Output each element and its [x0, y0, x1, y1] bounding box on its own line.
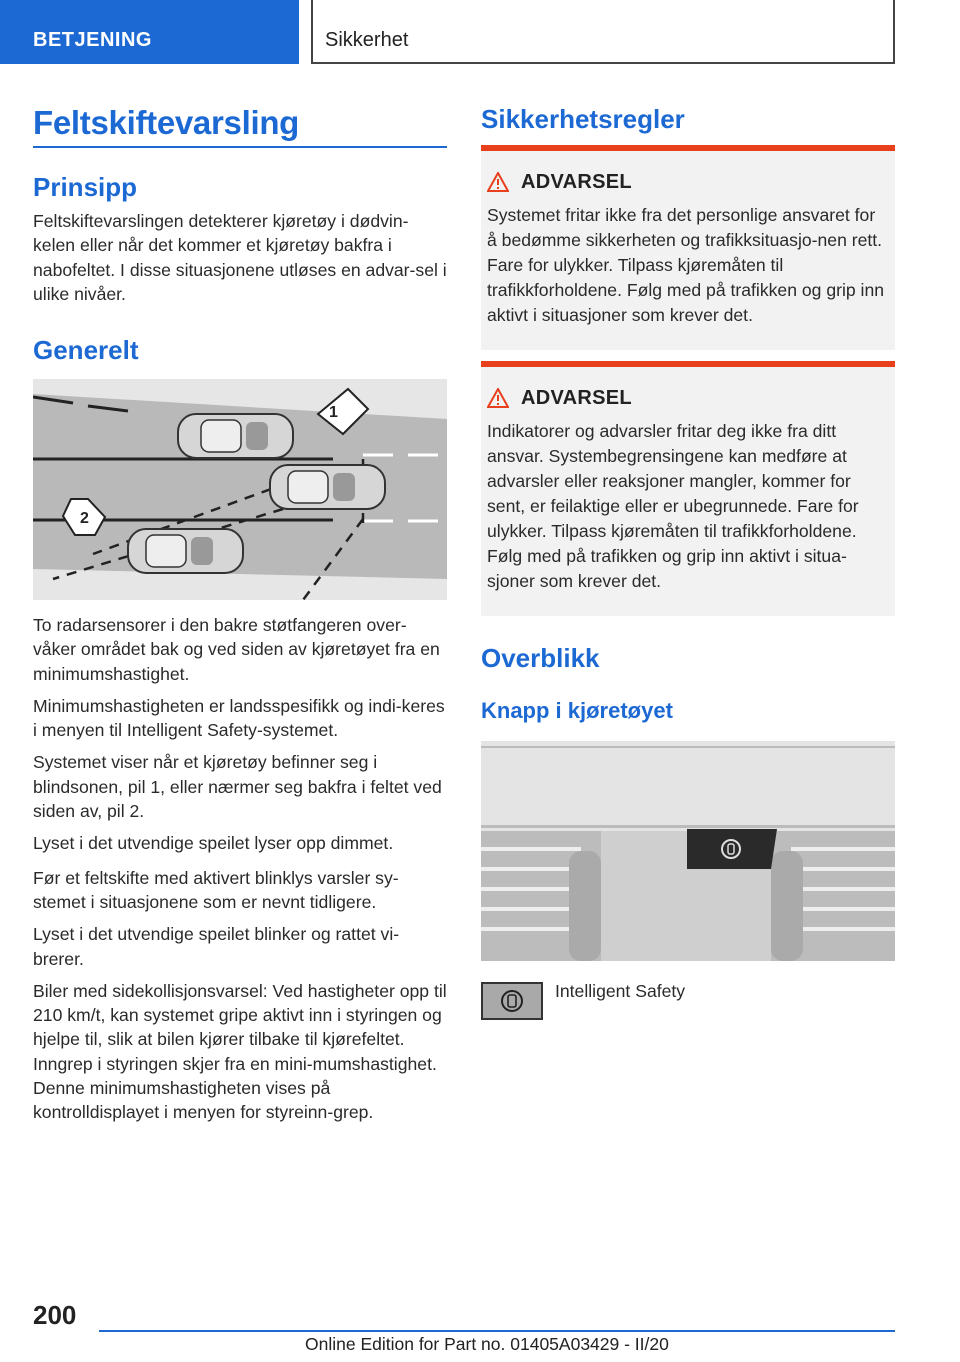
warning-triangle-icon — [487, 172, 509, 192]
heading-overview: Overblikk — [481, 643, 600, 673]
principle-paragraph: Feltskiftevarslingen detekterer kjøretøy i dødvin-kelen eller når det kommer et kjøretøy bakfra i nabofeltet. I disse situasjonene utløses en advar-sel i ulike nivåer. — [33, 211, 447, 304]
heading-principle: Prinsipp — [33, 172, 138, 202]
warning-title: ADVARSEL — [521, 170, 632, 193]
edition-text: Online Edition for Part no. 01405A03429 - II/20 — [305, 1334, 669, 1354]
dashboard-button-photo — [481, 741, 895, 961]
section-tab[interactable]: BETJENING — [0, 0, 299, 64]
heading-safety-rules: Sikkerhetsregler — [481, 104, 685, 134]
page-number: 200 — [33, 1300, 77, 1330]
paragraph: Systemet viser når et kjøretøy befinner seg i blindsonen, pil 1, eller nærmer seg bakfra i feltet ved siden av, pil 2. — [33, 752, 442, 822]
paragraph: To radarsensorer i den bakre støtfangeren over-våker området bak og ved siden av kjøretøyet fra en minimumshastighet. — [33, 615, 440, 684]
arrow-2-label: 2 — [80, 510, 89, 527]
warning-box-2 — [481, 361, 895, 616]
dashboard-illustration — [481, 741, 895, 961]
warning-text: Indikatorer og advarsler fritar deg ikke fra ditt ansvar. Systembegrensingene kan medføre at advarsler eller reaksjoner mangler, kommer for sent, er feilaktige eller er ubegrunnede. Fare for ulykker. Tilpass kjøremåten til trafikkforholdene. Følg med på trafikken og grip inn aktivt i situa-sjoner som krever det. — [487, 421, 859, 591]
page-title: Feltskiftevarsling — [33, 104, 300, 141]
intelligent-safety-icon — [483, 984, 541, 1018]
paragraph: Biler med sidekollisjonsvarsel: Ved hastigheter opp til 210 km/t, kan systemet gripe aktivt inn i styringen og hjelpe til, slik at bilen kjører tilbake til kjørefeltet. Inngrep i styringen skjer fra en mini-mumshastighet. Denne minimumshastigheten vises på kontrolldisplayet i menyen for styreinn-grep. — [33, 980, 447, 1123]
warning-title: ADVARSEL — [521, 386, 632, 409]
title-divider — [33, 146, 447, 148]
lane-change-illustration — [33, 379, 447, 600]
warning-triangle-icon — [487, 388, 509, 408]
heading-button-in-vehicle: Knapp i kjøretøyet — [481, 698, 673, 723]
paragraph: Minimumshastigheten er landsspesifikk og indi-keres i menyen til Intelligent Safety-systemet. — [33, 695, 445, 741]
footer-divider — [99, 1330, 895, 1332]
subsection-title: Sikkerhet — [311, 0, 895, 64]
paragraph: Lyset i det utvendige speilet lyser opp dimmet. — [33, 833, 394, 854]
lane-change-diagram — [33, 379, 447, 600]
paragraph: Lyset i det utvendige speilet blinker og rattet vi-brerer. — [33, 924, 400, 969]
intelligent-safety-button[interactable] — [481, 982, 543, 1020]
arrow-1-label: 1 — [329, 404, 338, 421]
heading-general: Generelt — [33, 335, 139, 365]
warning-box-1 — [481, 145, 895, 350]
warning-text: Systemet fritar ikke fra det personlige ansvaret for å bedømme sikkerheten og trafikksituasjo-nen rett. Fare for ulykker. Tilpass kjøremåten til trafikkforholdene. Følg med på trafikken og grip inn aktivt i situasjoner som krever det. — [487, 205, 885, 325]
general-text — [33, 613, 449, 1133]
paragraph: Før et feltskifte med aktivert blinklys varsler sy-stemet i situasjonene som er nevnt tidligere. — [33, 867, 399, 912]
principle-text — [33, 209, 449, 314]
button-label: Intelligent Safety — [555, 981, 686, 1001]
